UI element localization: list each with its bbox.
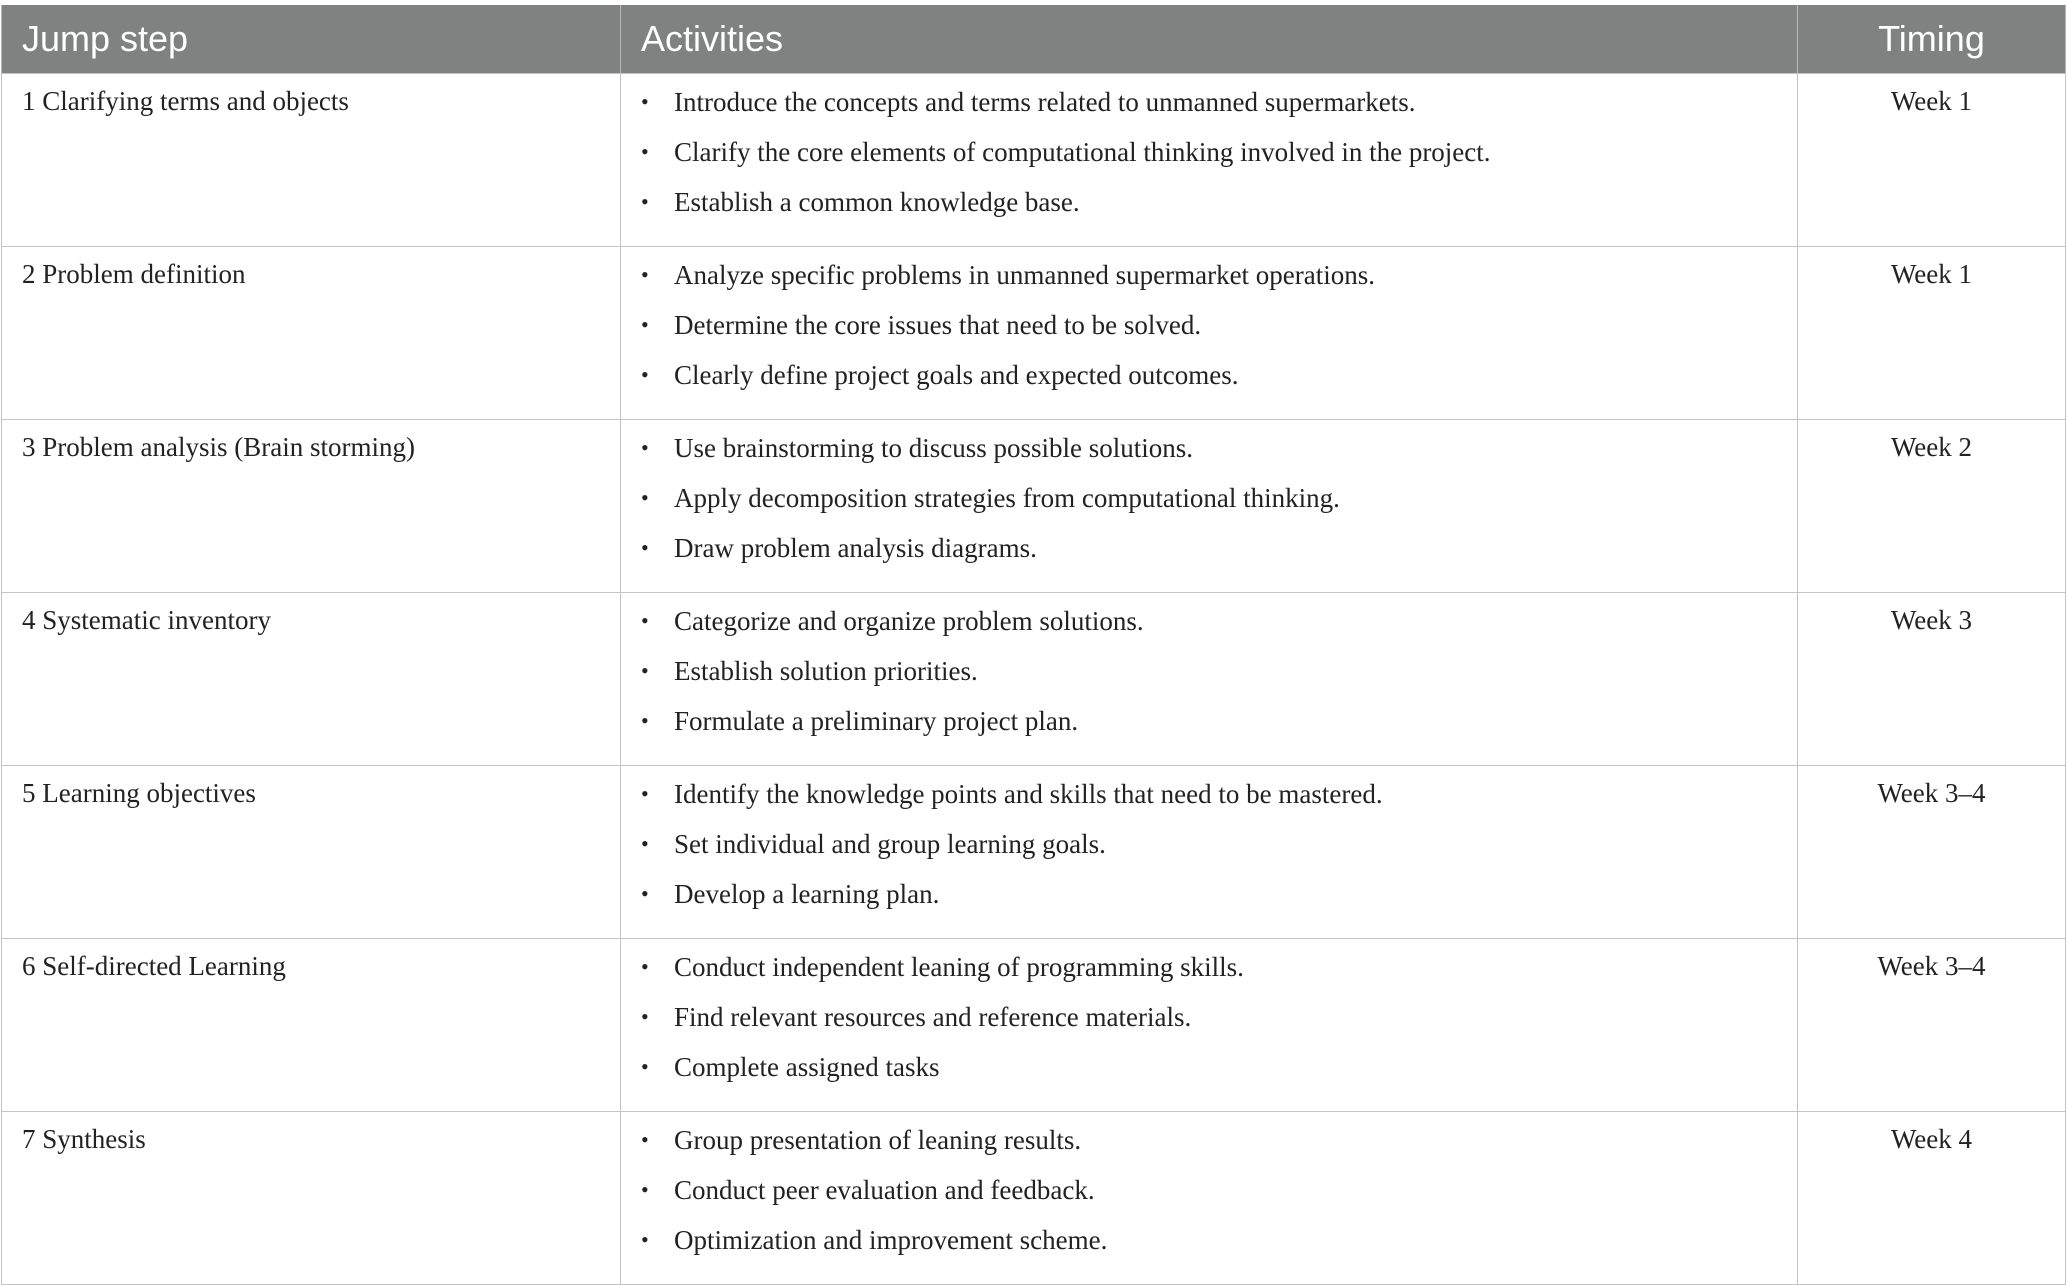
timing-cell: Week 1 — [1798, 74, 2066, 247]
activity-item — [641, 136, 1797, 186]
activities-list — [621, 939, 1797, 1101]
activity-item — [641, 705, 1797, 755]
bullet-icon: • — [641, 708, 649, 733]
activity-text: Clearly define project goals and expected outcomes. — [674, 360, 1239, 390]
activities-cell — [621, 420, 1798, 593]
activity-text: Establish a common knowledge base. — [674, 187, 1080, 217]
table-row — [2, 766, 2066, 939]
timing-cell: Week 2 — [1798, 420, 2066, 593]
activity-text: Draw problem analysis diagrams. — [674, 533, 1037, 563]
activities-list — [621, 766, 1797, 928]
header-jump-step: Jump step — [2, 5, 621, 74]
activity-item — [641, 359, 1797, 409]
activities-list — [621, 247, 1797, 409]
activity-text: Conduct peer evaluation and feedback. — [674, 1175, 1095, 1205]
activity-item — [641, 259, 1797, 309]
bullet-icon: • — [641, 1054, 649, 1079]
activities-cell — [621, 593, 1798, 766]
activity-item — [641, 605, 1797, 655]
activity-text: Optimization and improvement scheme. — [674, 1225, 1108, 1255]
activities-cell — [621, 939, 1798, 1112]
table-row — [2, 420, 2066, 593]
activity-text: Conduct independent leaning of programming skills. — [674, 952, 1244, 982]
activity-item — [641, 532, 1797, 582]
activities-cell — [621, 247, 1798, 420]
bullet-icon: • — [641, 1227, 649, 1252]
activity-item — [641, 828, 1797, 878]
activities-cell — [621, 766, 1798, 939]
activity-item — [641, 1224, 1797, 1274]
activity-text: Set individual and group learning goals. — [674, 829, 1106, 859]
bullet-icon: • — [641, 189, 649, 214]
bullet-icon: • — [641, 658, 649, 683]
jump-step-cell: 5 Learning objectives — [2, 766, 621, 939]
activity-item — [641, 951, 1797, 1001]
table-row — [2, 74, 2066, 247]
activity-item — [641, 655, 1797, 705]
table-header — [2, 5, 2066, 74]
timing-cell: Week 3 — [1798, 593, 2066, 766]
timing-cell: Week 4 — [1798, 1112, 2066, 1285]
activity-item — [641, 778, 1797, 828]
activity-item — [641, 1051, 1797, 1101]
jump-step-cell: 1 Clarifying terms and objects — [2, 74, 621, 247]
activity-item — [641, 1124, 1797, 1174]
bullet-icon: • — [641, 139, 649, 164]
bullet-icon: • — [641, 435, 649, 460]
bullet-icon: • — [641, 89, 649, 114]
table-body — [2, 74, 2066, 1285]
activities-cell — [621, 1112, 1798, 1285]
activity-item — [641, 432, 1797, 482]
activity-item — [641, 878, 1797, 928]
jump-steps-table-container — [0, 5, 2067, 1285]
header-timing: Timing — [1798, 5, 2066, 74]
activity-text: Use brainstorming to discuss possible solutions. — [674, 433, 1193, 463]
activities-cell — [621, 74, 1798, 247]
activity-item — [641, 309, 1797, 359]
jump-step-cell: 2 Problem definition — [2, 247, 621, 420]
jump-step-cell: 3 Problem analysis (Brain storming) — [2, 420, 621, 593]
bullet-icon: • — [641, 362, 649, 387]
bullet-icon: • — [641, 831, 649, 856]
activity-item — [641, 1001, 1797, 1051]
activity-text: Categorize and organize problem solutions. — [674, 606, 1144, 636]
bullet-icon: • — [641, 781, 649, 806]
jump-step-cell: 4 Systematic inventory — [2, 593, 621, 766]
bullet-icon: • — [641, 881, 649, 906]
activity-text: Find relevant resources and reference materials. — [674, 1002, 1192, 1032]
table-row — [2, 247, 2066, 420]
bullet-icon: • — [641, 1127, 649, 1152]
activity-item — [641, 1174, 1797, 1224]
header-activities: Activities — [621, 5, 1798, 74]
timing-cell: Week 1 — [1798, 247, 2066, 420]
activity-text: Develop a learning plan. — [674, 879, 940, 909]
activity-text: Formulate a preliminary project plan. — [674, 706, 1079, 736]
activity-text: Introduce the concepts and terms related to unmanned supermarkets. — [674, 87, 1416, 117]
bullet-icon: • — [641, 954, 649, 979]
bullet-icon: • — [641, 485, 649, 510]
bullet-icon: • — [641, 535, 649, 560]
jump-step-cell: 7 Synthesis — [2, 1112, 621, 1285]
activity-text: Determine the core issues that need to be solved. — [674, 310, 1202, 340]
activity-text: Complete assigned tasks — [674, 1052, 940, 1082]
activity-item — [641, 482, 1797, 532]
jump-steps-table — [1, 5, 2066, 1285]
activities-list — [621, 420, 1797, 582]
table-row — [2, 1112, 2066, 1285]
activity-text: Establish solution priorities. — [674, 656, 978, 686]
activity-item — [641, 186, 1797, 236]
table-row — [2, 939, 2066, 1112]
activities-list — [621, 1112, 1797, 1274]
timing-cell: Week 3–4 — [1798, 766, 2066, 939]
activities-list — [621, 74, 1797, 236]
activity-text: Analyze specific problems in unmanned supermarket operations. — [674, 260, 1376, 290]
bullet-icon: • — [641, 1177, 649, 1202]
activities-list — [621, 593, 1797, 755]
jump-step-cell: 6 Self-directed Learning — [2, 939, 621, 1112]
bullet-icon: • — [641, 608, 649, 633]
bullet-icon: • — [641, 262, 649, 287]
bullet-icon: • — [641, 312, 649, 337]
table-row — [2, 593, 2066, 766]
bullet-icon: • — [641, 1004, 649, 1029]
activity-text: Identify the knowledge points and skills that need to be mastered. — [674, 779, 1383, 809]
activity-text: Apply decomposition strategies from computational thinking. — [674, 483, 1340, 513]
timing-cell: Week 3–4 — [1798, 939, 2066, 1112]
activity-text: Group presentation of leaning results. — [674, 1125, 1082, 1155]
activity-text: Clarify the core elements of computational thinking involved in the project. — [674, 137, 1491, 167]
header-row — [2, 5, 2066, 74]
activity-item — [641, 86, 1797, 136]
